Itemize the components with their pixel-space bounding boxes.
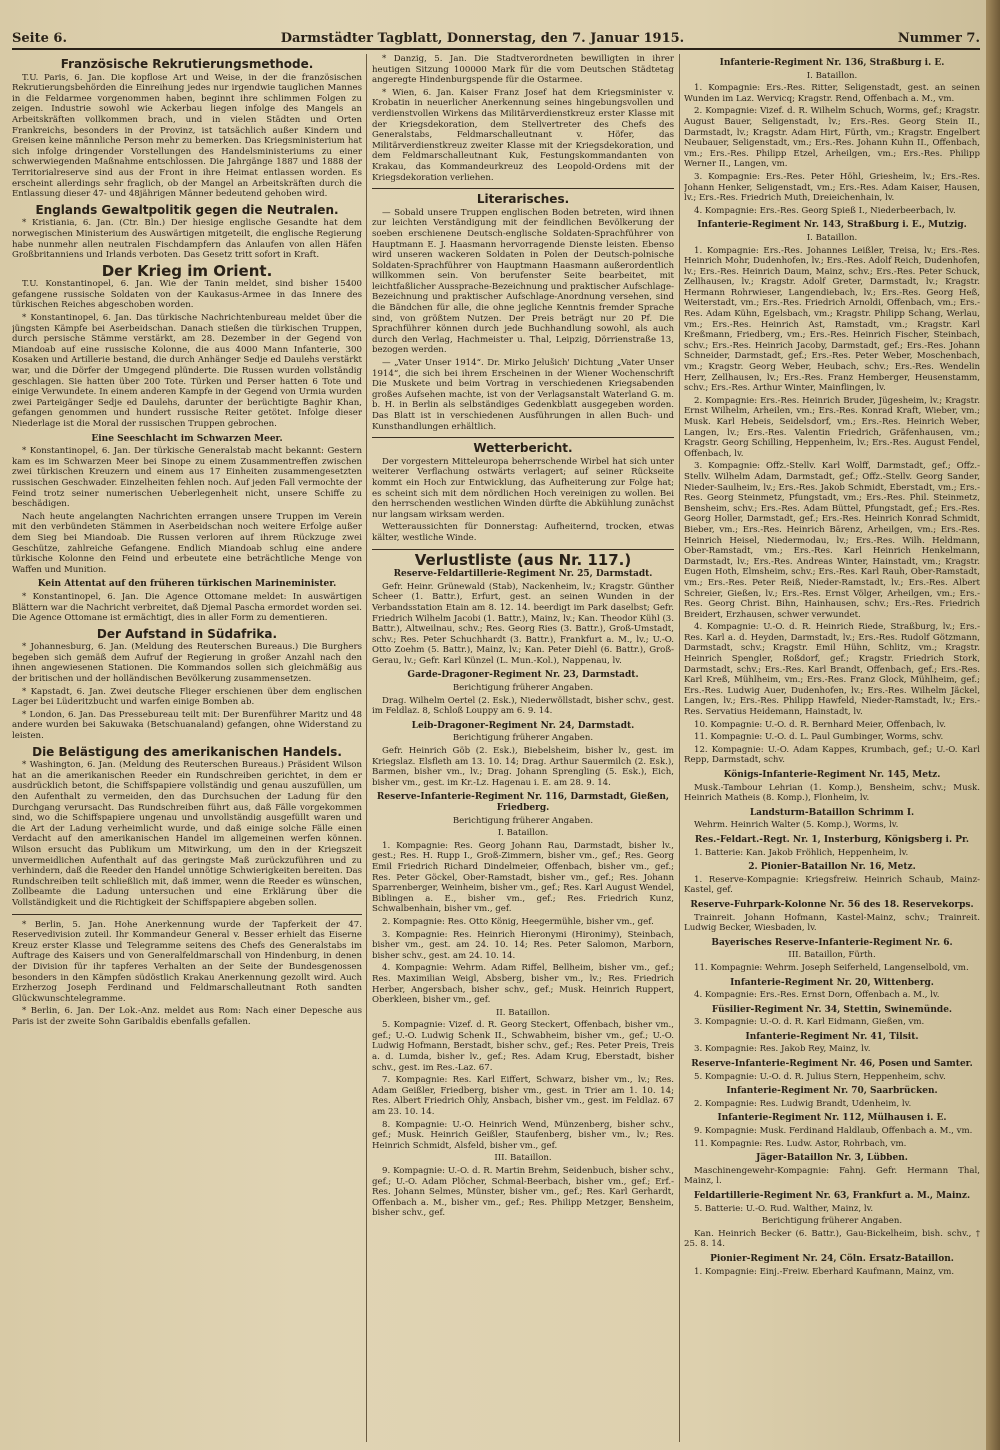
centered-caption: I. Bataillon. [497,828,549,839]
article-paragraph: 5. Kompagnie: Vizef. d. R. Georg Steckert, Offenbach, bisher vm., gef.; U.-O. Ludwig Schenk II., Schwabheim, bisher vm., gef.; U.-O. Ludwig Hofmann, Berstadt, bisher schv., gef.; Res. Peter Preis, Treis a. d. Lumda, bisher lv., gef.; Res. Adam Krug, Eberstadt, bisher schv., gest. im Res.-Laz. 67. [372,1020,674,1073]
article-paragraph: — „Vater Unser 1914“. Dr. Mirko Jelušich' Dichtung „Vater Unser 1914“, die sich bei ihrem Erscheinen in der Wiener Wochenschrift Die Muskete und beim Vortrag in verschiedenen Kriegsabenden großes Aufsehen machte, ist von der Verlagsanstalt Waterland G. m. b. H. in Berlin als selbständiges Gedenkblatt ausgegeben worden. Das Blatt ist in verschiedenen Ausführungen in allen Buch- und Kunsthandlungen erhältlich. [372,358,674,432]
article-paragraph: 1. Batterie: Kan. Jakob Fröhlich, Heppenheim, lv. [694,847,909,858]
article-paragraph: 1. Reserve-Kompagnie: Kriegsfreiw. Heinrich Schaub, Mainz-Kastel, gef. [684,874,980,896]
article-paragraph: * Kristiania, 6. Jan. (Ctr. Bln.) Der hiesige englische Gesandte hat dem norwegischen Ministerium des Auswärtigen mitgeteilt, die englische Regierung habe nunmehr allen neutralen Fischdampfern das Anlaufen von allen Häfen Großbritanniens und Irlands verboten. Das Gesetz tritt sofort in Kraft. [12,218,362,261]
subheading: 2. Pionier-Bataillon Nr. 16, Metz. [748,862,916,873]
centered-caption: Berichtigung früherer Angaben. [452,683,594,694]
subheading: Königs-Infanterie-Regiment Nr. 145, Metz. [723,770,941,780]
centered-caption: Berichtigung früherer Angaben. [452,815,594,826]
article-paragraph: Maschinengewehr-Kompagnie: Fahnj. Gefr. Hermann Thal, Mainz, l. [684,1165,980,1187]
article-paragraph: * Kapstadt, 6. Jan. Zwei deutsche Flieger erschienen über dem englischen Lager bei Lüderitzbucht und warfen einige Bomben ab. [12,686,362,708]
article-paragraph: 5. Kompagnie: U.-O. d. R. Julius Stern, Heppenheim, schv. [694,1071,946,1082]
article-paragraph: * Konstantinopel, 6. Jan. Die Agence Ottomane meldet: In auswärtigen Blättern war die Nachricht verbreitet, daß Djemal Pascha ermordet worden sei. Die Agence Ottomane ist ermächtigt, dies in aller Form zu dementieren. [12,591,362,624]
article-headline: Englands Gewaltpolitik gegen die Neutralen. [35,202,339,217]
article-paragraph: 3. Kompagnie: Res. Heinrich Hieronymi (Hironimy), Steinbach, bisher vm., gest. am 24. 10. 14; Res. Peter Salomon, Marborn, bisher schv., gest. am 24. 10. 14. [372,929,674,961]
article-paragraph: 2. Kompagnie: Res. Otto König, Heegermühle, bisher vm., gef. [382,916,654,927]
column-rule [366,54,367,1442]
article-paragraph: 9. Kompagnie: U.-O. d. R. Martin Brehm, Seidenbuch, bisher schv., gef.; U.-O. Adam Plöcher, Schmal-Beerbach, bisher vm., gef.; Erf.-Res. Johann Selmes, Münster, bisher vm., gef.; Res. Karl Gerhardt, Offenbach a. M., bisher vm., gef.; Res. Philipp Metzger, Bensheim, bisher schv., gef. [372,1166,674,1219]
article-paragraph: 4. Kompagnie: Wehrm. Adam Riffel, Bellheim, bisher vm., gef.; Res. Maximilian Weigl, Absberg, bisher vm., lv.; Res. Friedrich Herber, Angersbach, bisher schv., gef.; Musk. Heinrich Ruppert, Oberkleen, bisher vm., gef. [372,963,674,1006]
article-paragraph: Gefr. Heinrich Göb (2. Esk.), Biebelsheim, bisher lv., gest. im Kriegslaz. Elsfleth am 13. 10. 14; Drag. Arthur Sauermilch (2. Esk.), Barmen, bisher vm., lv.; Drag. Johann Sprengling (5. Esk.), Eich, bisher vm., gest. im Kr.-Lz. Hagenau i. E. am 28. 9. 14. [372,746,674,788]
section-divider [372,549,674,550]
centered-caption: II. Bataillon. [496,1007,550,1018]
article-paragraph: 3. Kompagnie: Offz.-Stellv. Karl Wolff, Darmstadt, gef.; Offz.-Stellv. Wilhelm Adam, Darmstadt, gef.; Offz.-Stellv. Georg Sander, Nieder-Saulheim, lv.; Ers.-Res. Jakob Schmidt, Eberstadt, vm.; Ers.-Res. Georg Steinmetz, Pfungstadt, vm.; Ers.-Res. Phil. Steinmetz, Bensheim, schv.; Ers.-Res. Adam Büttel, Pfungstadt, gef.; Ers.-Res. Georg Holler, Darmstadt, gef.; Ers.-Res. Heinrich Konrad Schmidt, Bieber, vm.; Ers.-Res. Heinrich Bärenz, Arheilgen, vm.; Ers.-Res. Heinrich Heisel, Niedermodau, lv.; Ers.-Res. Wilh. Heldmann, Ober-Ramstadt, vm.; Ers.-Res. Karl Heinrich Henkelmann, Darmstadt, lv.; Ers.-Res. Andreas Winter, Hainstadt, vm.; Kragstr. Eugen Hoth, Elmsheim, schv.; Ers.-Res. Karl Rauh, Ober-Ramstadt, vm.; Ers.-Res. Peter Reiß, Nieder-Ramstadt, lv.; Ers.-Res. Albert Schreier, Gießen, lv.; Ers.-Res. Ernst Völger, Arheilgen, vm.; Ers.-Res. Georg Christ. Bihn, Hainhausen, schv.; Ers.-Res. Friedrich Breidert, Erzhausen, schwer verwundet. [684,461,980,620]
article-headline: Der Krieg im Orient. [101,261,273,280]
centered-caption: I. Bataillon. [806,70,858,81]
article-paragraph: 12. Kompagnie: U.-O. Adam Kappes, Krumbach, gef.; U.-O. Karl Repp, Darmstadt, schv. [684,744,980,766]
article-paragraph: 5. Batterie: U.-O. Rud. Walther, Mainz, lv. [694,1203,874,1214]
section-divider [12,914,362,915]
article-paragraph: T.U. Konstantinopel, 6. Jan. Wie der Tanin meldet, sind bisher 15400 gefangene russische Soldaten von der Kaukasus-Armee in das Innere des türkischen Reiches abgeschoben worden. [12,279,362,311]
subheading: Kein Attentat auf den früheren türkischen Marineminister. [37,579,337,590]
article-paragraph: 3. Kompagnie: Ers.-Res. Peter Höhl, Griesheim, lv.; Ers.-Res. Johann Henker, Seligenstadt, vm.; Ers.-Res. Adam Kaiser, Hausen, lv.; Ers.-Res. Friedrich Muth, Dreieichenhain, lv. [684,171,980,204]
subheading: Infanterie-Regiment Nr. 112, Mülhausen i. E. [717,1113,947,1124]
subheading: Reserve-Fuhrpark-Kolonne Nr. 56 des 18. Reservekorps. [690,899,974,910]
article-paragraph: — Sobald unsere Truppen englischen Boden betreten, wird ihnen zur leichten Verständigung mit der feindlichen Bevölkerung der soeben erschienene Deutsch-englische Soldaten-Sprachführer von Hauptmann E. J. Haasmann hervorragende Dienste leisten. Ebenso wird unseren wackeren Soldaten in Polen der Deutsch-polnische Soldaten-Sprachführer von Hauptmann Haasmann außerordentlich willkommen sein. Von berufenster Seite bearbeitet, mit leichtfaßlicher Aussprache-Bezeichnung und praktischer Aufschlage-Bezeichnung und praktischer Aufschlage-Anordnung versehen, sind die Bändchen für alle, die ohne jegliche Kenntnis fremder Sprache sind, von größtem Nutzen. Der Preis beträgt nur 20 Pf. Die Sprachführer können durch jede Buchhandlung sowohl, als auch durch den Verlag, Hachmeister u. Thal, Leipzig, Dörrienstraße 13, bezogen werden. [372,207,674,356]
page-number: Seite 6. [12,30,67,46]
subheading: Füsilier-Regiment Nr. 34, Stettin, Swinemünde. [711,1004,953,1015]
subheading: Feldartillerie-Regiment Nr. 63, Frankfurt a. M., Mainz. [693,1191,971,1201]
subheading: Infanterie-Regiment Nr. 20, Wittenberg. [730,977,934,988]
article-paragraph: 3. Kompagnie: U.-O. d. R. Karl Eidmann, Gießen, vm. [694,1017,925,1028]
subheading: Infanterie-Regiment Nr. 136, Straßburg i. E. [719,58,945,68]
article-paragraph: Drag. Wilhelm Oertel (2. Esk.), Niederwöllstadt, bisher schv., gest. im Feldlaz. 8, Schloß Louppy am 6. 9. 14. [372,695,674,717]
centered-caption: Berichtigung früherer Angaben. [452,733,594,744]
article-paragraph: 1. Kompagnie: Ers.-Res. Ritter, Seligenstadt, gest. an seinen Wunden im Laz. Wervicq; Kragstr. Rend, Offenbach a. M., vm. [684,83,980,104]
article-paragraph: Musk.-Tambour Lehrian (1. Komp.), Bensheim, schv.; Musk. Heinrich Matheis (8. Komp.), Flonheim, lv. [684,782,980,804]
article-paragraph: 4. Kompagnie: Ers.-Res. Georg Spieß I., Niederbeerbach, lv. [694,205,956,216]
article-paragraph: * Danzig, 5. Jan. Die Stadtverordneten bewilligten in ihrer heutigen Sitzung 100000 Mark für die vom Deutschen Städtetag angeregte Hindenburgspende für die Ostarmee. [372,54,674,86]
article-paragraph: 8. Kompagnie: U.-O. Heinrich Wend, Münzenberg, bisher schv., gef.; Musk. Heinrich Geißler, Staufenberg, bisher vm., lv.; Res. Heinrich Schmidt, Alsfeld, bisher vm., gef. [372,1119,674,1151]
column-rule [679,54,680,1442]
article-headline: Der Aufstand in Südafrika. [96,626,278,641]
article-paragraph: * Johannesburg, 6. Jan. (Meldung des Reuterschen Bureaus.) Die Burghers begeben sich gemäß dem Aufruf der Regierung in großer Anzahl nach den ihnen angewiesenen Stationen. Die Kommandos sollen sich gleichmäßig aus der britischen und der holländischen Bevölkerung zusammensetzen. [12,642,362,685]
centered-caption: Berichtigung früherer Angaben. [761,1216,903,1227]
column-middle [372,54,674,1442]
subheading: Garde-Dragoner-Regiment Nr. 23, Darmstadt. [407,670,639,681]
article-paragraph: 1. Kompagnie: Ers.-Res. Johannes Leißler, Treisa, lv.; Ers.-Res. Heinrich Mohr, Dudenhofen, lv.; Ers.-Res. Adolf Reich, Dudenhofen, lv.; Ers.-Res. Heinrich Daum, Mainz, schv.; Ers.-Res. Peter Schuck, Zellhausen, lv.; Kragstr. Adolf Greter, Darmstadt, lv.; Kragstr. Hermann Rohrwieser, Langendiebach, lv.; Ers.-Res. Georg Heß, Weiterstadt, vm.; Ers.-Res. Friedrich Arnoldi, Offenbach, vm.; Ers.-Res. Adam Kühn, Egelsbach, vm.; Kragstr. Philipp Schang, Werlau, vm.; Ers.-Res. Heinrich Ast, Ramstadt, vm.; Kragstr. Karl Kreßmann, Friedberg, vm.; Ers.-Res. Heinrich Fischer, Steinbach, schv.; Ers.-Res. Heinrich Jacoby, Darmstadt, gef.; Ers.-Res. Johann Schneider, Darmstadt, gef.; Ers.-Res. Peter Weber, Moschenbach, vm.; Kragstr. Georg Weber, Heubach, schv.; Ers.-Res. Wendelin Herr, Zellhausen, lv.; Ers.-Res. Franz Hemberger, Heusenstamm, schv.; Ers.-Res. Arthur Winter, Mainflingen, lv. [684,245,980,394]
article-paragraph: * Berlin, 6. Jan. Der Lok.-Anz. meldet aus Rom: Nach einer Depesche aus Paris ist der zweite Sohn Garibaldis ebenfalls gefallen. [12,1006,362,1027]
subheading: Jäger-Bataillon Nr. 3, Lübben. [756,1153,908,1164]
article-paragraph: Wehrm. Heinrich Walter (5. Komp.), Worms, lv. [694,820,899,831]
subheading: Reserve-Infanterie-Regiment Nr. 116, Darmstadt, Gießen, Friedberg. [376,792,670,813]
article-paragraph: * London, 6. Jan. Das Pressebureau teilt mit: Der Burenführer Maritz und 48 andere wurden bei Sakuwaka (Betschuanaland) gefangen, ohne Widerstand zu leisten. [12,709,362,742]
article-paragraph: 11. Kompagnie: Wehrm. Joseph Seiferheld, Langenselbold, vm. [694,962,969,973]
article-paragraph: * Washington, 6. Jan. (Meldung des Reuterschen Bureaus.) Präsident Wilson hat an die amerikanischen Reeder ein Rundschreiben gerichtet, in dem er ausdrücklich betont, die Schiffspapiere vollständig und genau auszufüllen, um den Aufenthalt zu vermeiden, den das Durchsuchen der Ladung für den Durchgang verursacht. Das Rundschreiben führt aus, daß Fälle vorgekommen sind, wo die Schiffspapiere ungenau und unvollständig ausgefüllt waren und die Art der Ladung verheimlicht wurde, und daß einige solche Fälle einen Verdacht auf den amerikanischen Handel im allgemeinen werfen können. Wilson ersucht das Publikum um Mitwirkung, um den in der Kriegszeit unvermeidlichen Aufenthalt auf das geringste Maß zurückzuführen und zu verhindern, daß die Reeder den Handel unnötige Schwierigkeiten bereiten. Das Rundschreiben teilt schließlich mit, daß immer, wenn die Reeder es wünschen, Zollbeamte die Ladung untersuchen und eine Erklärung über die Vollständigkeit und die Richtigkeit der Schiffspapiere abgeben sollen. [12,760,362,908]
article-paragraph: Trainreit. Johann Hofmann, Kastel-Mainz, schv.; Trainreit. Ludwig Becker, Wiesbaden, lv. [684,912,980,934]
article-headline: Die Belästigung des amerikanischen Handels. [32,744,342,759]
issue-number: Nummer 7. [897,30,980,46]
subheading: Bayerisches Reserve-Infanterie-Regiment Nr. 6. [711,937,953,948]
article-paragraph: 1. Kompagnie: Res. Georg Johann Rau, Darmstadt, bisher lv., gest.; Res. H. Rupp I., Groß-Zimmern, bisher vm., gef.; Res. Georg Emil Friedrich Richard Dindelmeier, Offenbach, bisher vm., gef.; Res. Peter Göckel, Ober-Ramstadt, bisher vm., gef.; Res. Johann Sparrenberger, Weinheim, bisher vm., gef.; Res. Karl August Wendel, Biblingen a. E., bisher vm., gef.; Res. Friedrich Kunz, Schwalbenhain, bisher vm., gef. [372,840,674,915]
subheading: Res.-Feldart.-Regt. Nr. 1, Insterburg, Königsberg i. Pr. [694,834,970,845]
centered-caption: III. Bataillon, Fürth. [788,950,876,961]
subheading: Reserve-Infanterie-Regiment Nr. 46, Posen und Samter. [691,1059,973,1070]
article-paragraph: 2. Kompagnie: Vizef. d. R. Wilhelm Schuch, Worms, gef.; Kragstr. August Bauer, Seligenstadt, lv.; Ers.-Res. Georg Stein II., Darmstadt, lv.; Kragstr. Adam Hirt, Fürth, vm.; Kragstr. Engelbert Neubauer, Seligenstadt, vm.; Ers.-Res. Johann Kuhn II., Offenbach, vm.; Ers.-Res. Philipp Etzel, Arheilgen, vm.; Ers.-Res. Philipp Werner II., Langen, vm. [684,106,980,170]
centered-caption: III. Bataillon. [494,1153,552,1164]
article-paragraph: Nach heute angelangten Nachrichten errangen unsere Truppen im Verein mit den verbündeten Stämmen in Aserbeidschan noch weitere Erfolge außer dem Sieg bei Miandoab. Die Russen verloren auf ihrem Rückzuge zwei Geschütze, zahlreiche Gefangene. Endlich Miandoab schlug eine andere türkische Kolonne den Feind und erbeutete eine beträchtliche Menge von Waffen und Munition. [12,511,362,575]
article-paragraph: 4. Kompagnie: Ers.-Res. Ernst Dorn, Offenbach a. M., lv. [694,990,940,1001]
subheading: Landsturm-Bataillon Schrimm I. [749,807,915,818]
column-left [12,54,362,1442]
subheading: Leib-Dragoner-Regiment Nr. 24, Darmstadt. [411,720,635,731]
article-paragraph: * Konstantinopel, 6. Jan. Der türkische Generalstab macht bekannt: Gestern kam es im Schwarzen Meer bei Sinope zu einem Zusammentreffen zwischen zwei türkischen Kreuzern und einem aus 17 Einheiten zusammengesetzten russischen Geschwader. Einzelheiten fehlen noch. Auf jeden Fall vermochte der Feind trotz seiner numerischen Ueberlegenheit nicht, unsere Schiffe zu beschädigen. [12,446,362,510]
subheading: Pionier-Regiment Nr. 24, Cöln. Ersatz-Bataillon. [710,1253,954,1264]
subheading: Infanterie-Regiment Nr. 143, Straßburg i. E., Mutzig. [697,220,967,231]
subheading: Reserve-Feldartillerie-Regiment Nr. 25, Darmstadt. [393,569,653,580]
article-headline: Verlustliste (aus Nr. 117.) [414,550,632,569]
article-paragraph: 7. Kompagnie: Res. Karl Eiffert, Schwarz, bisher vm., lv.; Res. Adam Geißler, Friedberg, bisher vm., gest. in Trier am 1. 10. 14; Res. Albert Friedrich Ohly, Ansbach, bisher vm., gest. im Feldlaz. 67 am 23. 10. 14. [372,1075,674,1118]
article-paragraph: Wetteraussichten für Donnerstag: Aufheiternd, trocken, etwas kälter, westliche Winde. [372,522,674,543]
article-headline: Französische Rekrutierungsmethode. [60,57,314,71]
section-divider [372,437,674,438]
article-paragraph: * Konstantinopel, 6. Jan. Das türkische Nachrichtenbureau meldet über die jüngsten Kämpfe bei Aserbeidschan. Danach stießen die türkischen Truppen, durch persische Stämme verstärkt, am 28. Dezember in der Gegend von Miandoab auf eine russische Kolonne, die aus 4000 Mann Infanterie, 300 Kosaken und Artillerie bestand, die durch Anhänger Sedje ed Daulehs verstärkt war, und die Dörfer der Umgegend plünderte. Die Russen wurden vollständig geschlagen. Sie hatten über 200 Tote. Türken und Perser hatten 6 Tote und einige Verwundete. In einem anderen Kampfe in der Gegend von Urmia wurden zwei Parteigänger Sedje ed Daulehs, darunter der berüchtigte Baghir Khan, gefangen genommen und hundert russische Reiter getötet. Infolge dieser Niederlage ist die Moral der russischen Truppen gebrochen. [12,313,362,429]
newspaper-dateline: Darmstädter Tagblatt, Donnerstag, den 7. Januar 1915. [280,30,685,46]
article-paragraph: 11. Kompagnie: Res. Ludw. Astor, Rohrbach, vm. [694,1138,907,1149]
article-paragraph: 4. Kompagnie: U.-O. d. R. Heinrich Riede, Straßburg, lv.; Ers.-Res. Karl a. d. Heyden, Darmstadt, lv.; Ers.-Res. Rudolf Götzmann, Darmstadt, schv.; Kragstr. Emil Hühn, Schlitz, vm.; Kragstr. Heinrich Spengler, Roßdorf, gef.; Kragstr. Friedrich Stork, Darmstadt, schv.; Ers.-Res. Karl Brandt, Offenbach, gef.; Ers.-Res. Karl Kreß, Mühlheim, vm.; Ers.-Res. Franz Glock, Mühlheim, gef.; Ers.-Res. Ludwig Auer, Dudenhofen, lv.; Ers.-Res. Wilhelm Jäckel, Langen, lv.; Ers.-Res. Philipp Hawfeld, Nieder-Ramstadt, lv.; Ers.-Res. Servatius Heidemann, Hainstadt, lv. [684,622,980,718]
centered-caption: I. Bataillon. [806,232,858,243]
page-binding-edge [986,0,1000,1450]
masthead [12,28,980,50]
article-paragraph: 1. Kompagnie: Einj.-Freiw. Eberhard Kaufmann, Mainz, vm. [694,1266,955,1277]
article-paragraph: 2. Kompagnie: Res. Ludwig Brandt, Udenheim, lv. [694,1098,912,1109]
article-paragraph: 11. Kompagnie: U.-O. d. L. Paul Gumbinger, Worms, schv. [694,732,944,743]
section-divider [372,188,674,189]
article-paragraph: Der vorgestern Mitteleuropa beherrschende Wirbel hat sich unter weiterer Verflachung ostwärts verlagert; auf seiner Rückseite kommt ein Hoch zur Entwicklung, das Aufheiterung zur Folge hat; es scheint sich mit dem nördlichen Hoch vereinigen zu wollen. Bei den herrschenden westlichen Winden dürfte die Abkühlung zunächst nur langsam wirksam werden. [372,456,674,520]
subheading: Infanterie-Regiment Nr. 41, Tilsit. [745,1031,919,1042]
article-paragraph: 10. Kompagnie: U.-O. d. R. Bernhard Meier, Offenbach, lv. [694,719,946,730]
article-headline: Literarisches. [476,192,570,207]
article-paragraph: T.U. Paris, 6. Jan. Die kopflose Art und Weise, in der die französischen Rekrutierungsbehörden die Einreihung jedes nur irgendwie tauglichen Mannes in die Feldarmee vorgenommen haben, beginnt ihre schlimmen Folgen zu zeigen. Industrie sowohl wie Ackerbau liegen infolge des Mangels an Arbeitskräften vollkommen brach, und in vielen Städten und Orten Frankreichs, besonders in der Provinz, ist tatsächlich außer Kindern und Greisen keine männliche Person mehr zu bemerken. Das Kriegsministerium hat sich infolge dringender Vorstellungen des Handelsministeriums zu einer schwerwiegenden Maßnahme entschlossen. Die Jahrgänge 1887 und 1888 der Territorialreserve sind aus der Front in ihre Heimat entlassen worden. Es erscheint allerdings sehr fraglich, ob der Mangel an Arbeitskräften durch die Entlassung dieser 47- und 48jährigen Männer bedeutend gehoben wird. [12,72,362,200]
article-paragraph: * Berlin, 5. Jan. Hohe Anerkennung wurde der Tapferkeit der 47. Reservedivision zuteil. Ihr Kommandeur General v. Besser erhielt das Eiserne Kreuz erster Klasse und Telegramme seitens des Chefs des Generalstabs im Auftrage des Kaisers und von Generalfeldmarschall von Hindenburg, in denen der Division für ihr tapferes Verhalten an der Seite der Bundesgenossen besonders in den Kämpfen südöstlich Krakau Anerkennung gezollt wird. Auch Erzherzog Joseph Ferdinand und Feldmarschalleutnant Roth sandten Glückwunschtelegramme. [12,919,362,1004]
article-paragraph: 2. Kompagnie: Ers.-Res. Heinrich Bruder, Jügesheim, lv.; Kragstr. Ernst Wilhelm, Arheilen, vm.; Ers.-Res. Konrad Kraft, Wieber, vm.; Musk. Karl Hebeis, Seidelsdorf, vm.; Ers.-Res. Heinrich Weber, Langen, lv.; Ers.-Res. Valentin Friedrich, Gräfenhausen, vm.; Kragstr. Georg Schilling, Heppenheim, lv.; Ers.-Res. August Fendel, Offenbach, lv. [684,395,980,459]
article-headline: Wetterbericht. [473,441,573,456]
subheading: Infanterie-Regiment Nr. 70, Saarbrücken. [726,1086,938,1097]
article-paragraph: Kan. Heinrich Becker (6. Battr.), Gau-Bickelheim, bish. schv., † 25. 8. 14. [684,1228,980,1250]
article-paragraph: Gefr. Heinr. Grünewald (Stab), Nackenheim, lv.; Kragstr. Günther Scheer (1. Battr.), Erfurt, gest. an seinen Wunden in der Verbandsstation Etain am 8. 12. 14. beerdigt im Park daselbst; Gefr. Friedrich Wilhelm Jacobi (1. Battr.), Mainz, lv.; Kan. Theodor Kühl (3. Battr.), Altweilnau, schv.; Res. Georg Ries (3. Battr.), Groß-Umstadt, schv.; Res. Peter Schuchhardt (3. Battr.), Frankfurt a. M., lv.; U.-O. Otto Zoehm (5. Battr.), Mainz, lv.; Kan. Peter Diehl (6. Battr.), Groß-Gerau, lv.; Gefr. Karl Künzel (L. Mun.-Kol.), Nappenau, lv. [372,581,674,666]
article-paragraph: 9. Kompagnie: Musk. Ferdinand Haldlaub, Offenbach a. M., vm. [694,1126,973,1137]
article-paragraph: 3. Kompagnie: Res. Jakob Rey, Mainz, lv. [694,1044,871,1055]
column-right [684,54,980,1442]
article-paragraph: * Wien, 6. Jan. Kaiser Franz Josef hat dem Kriegsminister v. Krobatin in neuerlicher Anerkennung seines hingebungsvollen und verdienstvollen Wirkens das Militärverdienstkreuz erster Klasse mit der Kriegsdekoration, dem Stellvertreter des Chefs des Generalstabs, Feldmarschalleutnant v. Höfer, das Militärverdienstkreuz zweiter Klasse mit der Kriegsdekoration, und dem Feldmarschalleutnant Kuk, Festungskommandanten von Krakau, das Kommandeurkreuz des Leopold-Ordens mit der Kriegsdekoration verliehen. [372,87,674,183]
subheading: Eine Seeschlacht im Schwarzen Meer. [91,433,283,444]
